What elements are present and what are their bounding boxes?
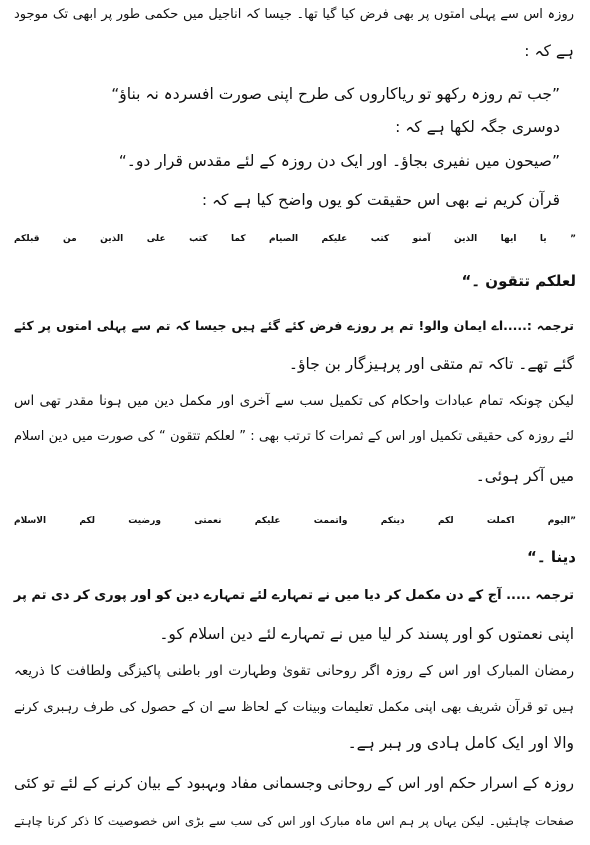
quran-verse-line-1: ” یا ایھا الذین آمنو کتب علیکم الصیام کما کتب علی الذین من قبلکم	[14, 234, 576, 244]
translation-line-4: اپنی نعمتوں کو اور پسند کر لیا میں نے تمہارے لئے دین اسلام کو۔	[159, 625, 574, 643]
paragraph-line-6: لئے روزہ کی حقیقی تکمیل اور اس کے ثمرات کا ترتب بھی : ” لعلکم تتقون “ کی صورت میں دین اسلام	[14, 429, 574, 444]
paragraph-line-11: روزہ کے اسرار حکم اور اس کے روحانی وجسمانی مفاد وبہبود کے بیان کرنے کے لئے تو کئی	[14, 774, 574, 792]
quran-verse-line-3: ”الیوم اکملت لکم دینکم واتممت علیکم نعمتی ورضیت لکم الاسلام	[14, 516, 576, 526]
paragraph-line-12: صفحات چاہئیں۔ لیکن یہاں پر ہم اس ماہ مبارک اور اس کی سب سے بڑی اس خصوصیت کا ذکر کرنا چاہتے	[14, 814, 574, 828]
paragraph-line-9: ہیں تو قرآن شریف بھی اپنی مکمل تعلیمات وبینات کے لحاظ سے ان کے حصول کی طرف رہبری کرنے	[14, 700, 574, 715]
gospel-quote-1: ”جب تم روزہ رکھو تو ریاکاروں کی طرح اپنی صورت افسردہ نہ بناؤ“	[111, 85, 560, 103]
paragraph-line-4: قرآن کریم نے بھی اس حقیقت کو یوں واضح کیا ہے کہ :	[201, 191, 560, 209]
paragraph-line-5: لیکن چونکہ تمام عبادات واحکام کی تکمیل سب سے آخری اور مکمل دین میں ہونا مقدر تھی اس	[14, 393, 574, 409]
paragraph-line-1: روزہ اس سے پہلی امتوں پر بھی فرض کیا گیا تھا۔ جیسا کہ اناجیل میں حکمی طور پر ابھی تک موجود	[14, 7, 574, 22]
quran-verse-line-4: دینا ۔“	[527, 548, 576, 566]
paragraph-line-10: والا اور ایک کامل ہادی ور ہبر ہے۔	[347, 734, 574, 752]
paragraph-line-2: ہے کہ :	[524, 42, 574, 60]
paragraph-line-7: میں آکر ہوئی۔	[475, 467, 574, 485]
quran-verse-line-2: لعلکم تتقون ۔“	[461, 272, 576, 290]
translation-line-3: ترجمہ ..... آج کے دن مکمل کر دیا میں نے تمہارے لئے تمہارے دین کو اور پوری کر دی تم پر	[13, 588, 574, 603]
gospel-quote-2: ”صیحون میں نفیری بجاؤ۔ اور ایک دن روزہ کے لئے مقدس قرار دو۔“	[118, 152, 560, 170]
paragraph-line-3: دوسری جگہ لکھا ہے کہ :	[395, 118, 560, 136]
paragraph-line-8: رمضان المبارک اور اس کے روزہ اگر روحانی تقویٰ وطہارت اور باطنی پاکیزگی ولطافت کا ذریعہ	[14, 663, 574, 679]
translation-line-2: گئے تھے۔ تاکہ تم متقی اور پرہیزگار بن جاؤ۔	[288, 355, 574, 373]
translation-line-1: ترجمہ :.....اے ایمان والو! تم پر روزے فرض کئے گئے ہیں جیسا کہ تم سے پہلی امتوں پر کئے	[14, 318, 574, 333]
